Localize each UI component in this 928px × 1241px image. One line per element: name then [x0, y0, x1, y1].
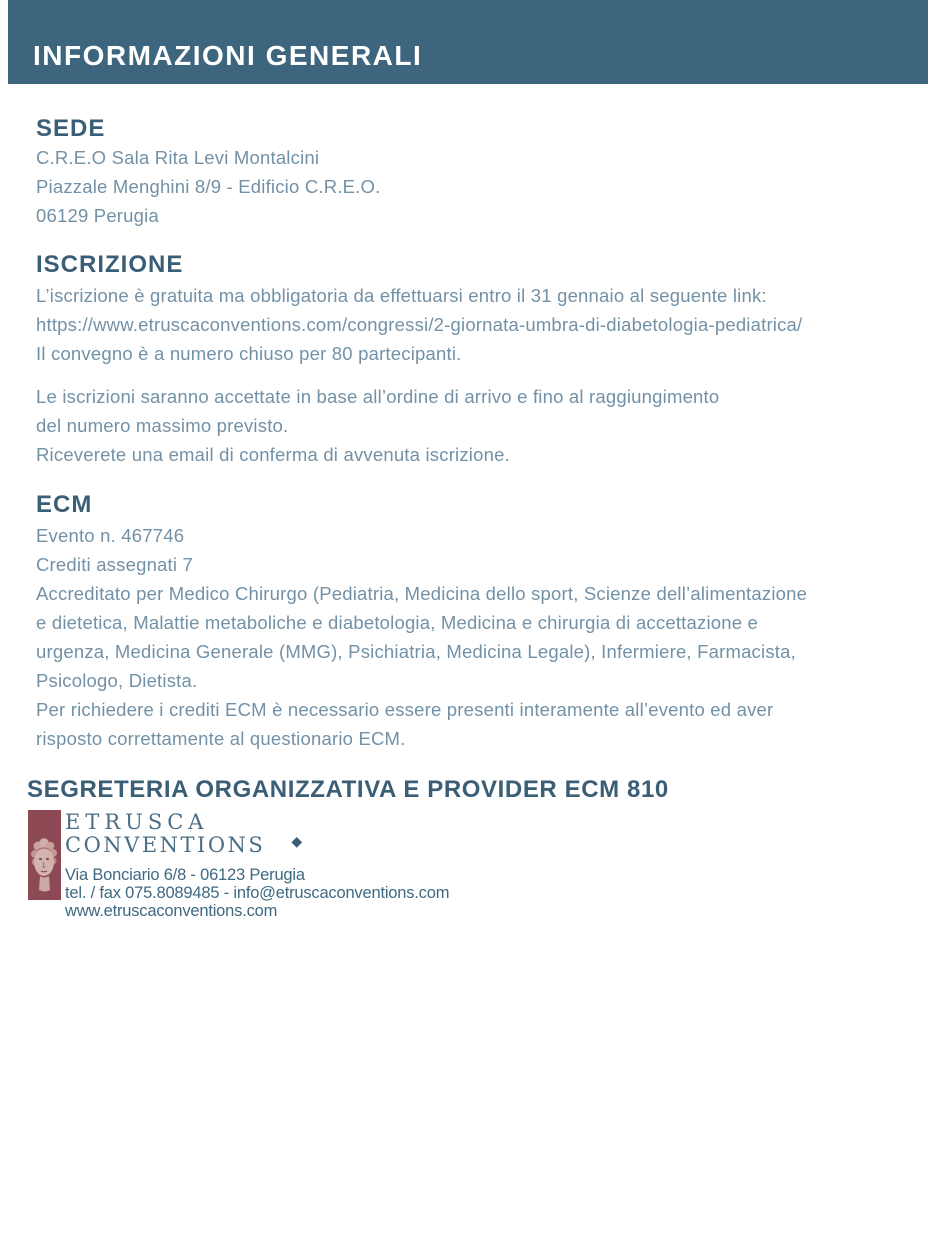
iscrizione-heading: ISCRIZIONE: [36, 251, 184, 278]
etrusca-conventions-logo: [28, 810, 928, 920]
segreteria-heading: SEGRETERIA ORGANIZZATIVA E PROVIDER ECM 810: [27, 776, 669, 803]
etrusca-logo-text: [61, 810, 449, 920]
page-header-bar: [8, 0, 928, 84]
segreteria-tel-email[interactable]: tel. / fax 075.8089485 - info@etruscaconventions.com: [65, 884, 450, 902]
section-sede: [36, 116, 928, 230]
etrusca-logotype-line1: ETRUSCA: [65, 810, 209, 834]
sede-heading: SEDE: [36, 115, 106, 142]
segreteria-address: Via Bonciario 6/8 - 06123 Perugia: [65, 866, 305, 884]
sede-venue-name: C.R.E.O Sala Rita Levi Montalcini: [36, 147, 320, 168]
page-title: INFORMAZIONI GENERALI: [33, 40, 423, 71]
iscrizione-paragraph-2: [36, 382, 928, 469]
diamond-icon: ◆: [291, 834, 303, 850]
sede-street: Piazzale Menghini 8/9 - Edificio C.R.E.O.: [36, 176, 381, 197]
ecm-accredited-line-3: urgenza, Medicina Generale (MMG), Psichiatria, Medicina Legale), Infermiere, Farmacista,: [36, 641, 796, 662]
section-ecm: [36, 492, 928, 753]
sede-lines: [36, 143, 928, 230]
iscrizione-max-line: del numero massimo previsto.: [36, 415, 289, 436]
ecm-accredited-line-1: Accreditato per Medico Chirurgo (Pediatria, Medicina dello sport, Scienze dell’alimentazione: [36, 583, 808, 604]
ecm-accredited-line-2: e dietetica, Malattie metaboliche e diabetologia, Medicina e chirurgia di accettazione e: [36, 612, 759, 633]
segreteria-website[interactable]: www.etruscaconventions.com: [65, 902, 278, 920]
iscrizione-info-line: L’iscrizione è gratuita ma obbligatoria da effettuarsi entro il 31 gennaio al seguente link:: [36, 285, 767, 306]
page-content: [0, 116, 928, 920]
ecm-credits: Crediti assegnati 7: [36, 554, 194, 575]
iscrizione-capacity-line: Il convegno è a numero chiuso per 80 partecipanti.: [36, 343, 462, 364]
sede-city: 06129 Perugia: [36, 205, 159, 226]
ecm-requirement-line-2: risposto correttamente al questionario ECM.: [36, 728, 406, 749]
section-iscrizione: [36, 252, 928, 469]
ecm-requirement-line-1: Per richiedere i crediti ECM è necessario essere presenti interamente all’evento ed aver: [36, 699, 774, 720]
ecm-accredited-line-4: Psicologo, Dietista.: [36, 670, 198, 691]
iscrizione-confirm-line: Riceverete una email di conferma di avvenuta iscrizione.: [36, 444, 510, 465]
section-segreteria: [27, 776, 928, 920]
ecm-heading: ECM: [36, 491, 93, 518]
etrusca-statue-icon: [28, 810, 61, 900]
iscrizione-order-line: Le iscrizioni saranno accettate in base all’ordine di arrivo e fino al raggiungimento: [36, 386, 720, 407]
registration-link[interactable]: https://www.etruscaconventions.com/congressi/2-giornata-umbra-di-diabetologia-pediatrica/: [36, 314, 803, 335]
etrusca-logotype-line2: CONVENTIONS ◆: [65, 833, 303, 857]
ecm-lines: [36, 521, 928, 753]
ecm-event-number: Evento n. 467746: [36, 525, 185, 546]
iscrizione-paragraph-1: [36, 281, 928, 368]
